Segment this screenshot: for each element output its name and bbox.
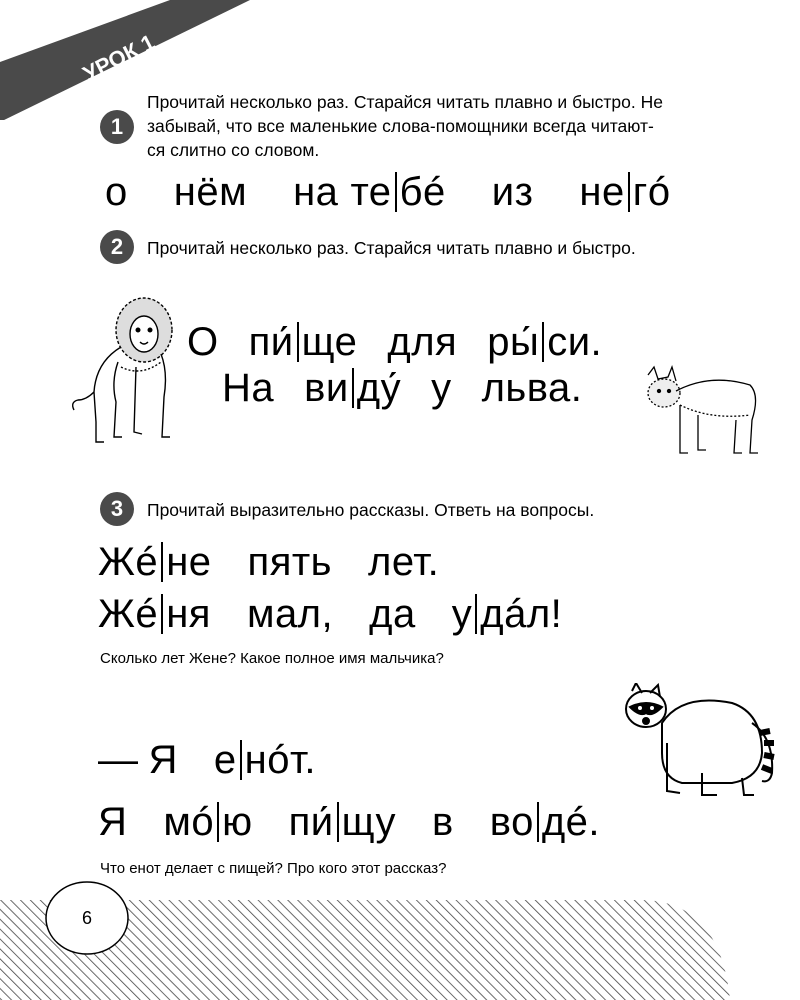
raccoon-question: Что енот делает с пищей? Про кого этот рассказ? <box>100 860 447 877</box>
task-2-instruction: Прочитай несколько раз. Старайся читать плавно и быстро. <box>147 238 636 258</box>
zhenya-question: Сколько лет Жене? Какое полное имя мальчика? <box>100 650 444 667</box>
lesson-label: УРОК 1 <box>78 29 159 87</box>
reading-line-1: о нём на те бé из не гó <box>105 170 671 214</box>
zhenya-line-2: Жé ня мал, да у дáл! <box>98 592 563 636</box>
lion-text-line-1: О пи́ ще для ры́ си. <box>187 320 603 364</box>
lion-illustration <box>66 292 186 457</box>
task-2-badge: 2 <box>100 230 134 264</box>
task-1-badge: 1 <box>100 110 134 144</box>
raccoon-illustration <box>622 683 782 803</box>
task-3-badge: 3 <box>100 492 134 526</box>
task-1-instruction: Прочитай несколько раз. Старайся читать плавно и быстро. Не забывай, что все маленькие слова-помощники всегда читают- ся слитно со словом. <box>147 92 663 160</box>
lynx-illustration <box>640 365 765 460</box>
page-number: 6 <box>81 907 92 928</box>
raccoon-line-1: — Я е нóт. <box>98 738 316 782</box>
raccoon-line-2: Я мó ю пи́ щу в во дé. <box>98 800 601 844</box>
task-3-instruction: Прочитай выразительно рассказы. Ответь на вопросы. <box>147 500 595 520</box>
zhenya-line-1: Жé не пять лет. <box>98 540 440 584</box>
lion-text-line-2: На ви ду́ у льва. <box>222 366 583 410</box>
